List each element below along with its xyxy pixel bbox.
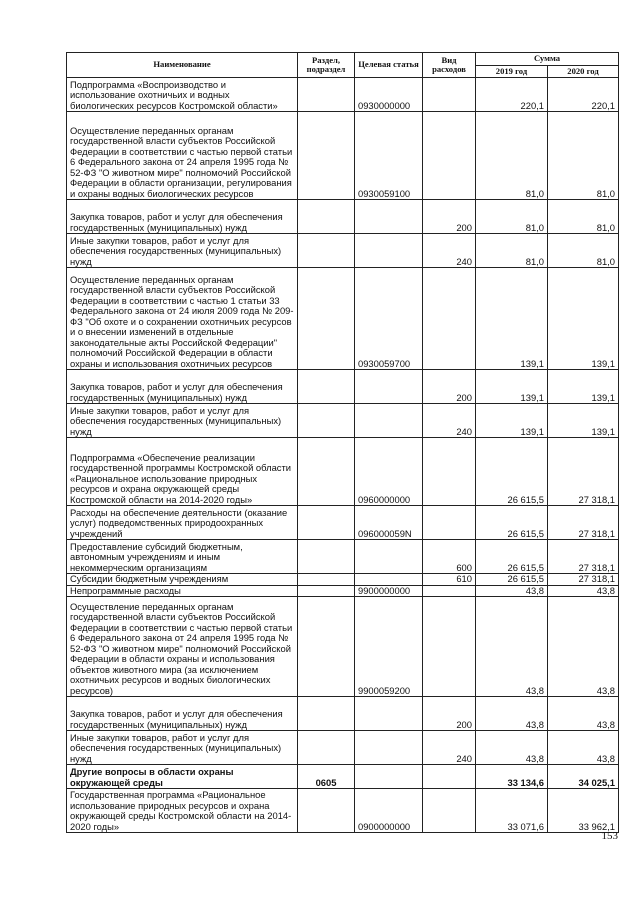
cell-section: 0605 xyxy=(298,765,355,789)
cell-section xyxy=(298,574,355,586)
cell-2020: 43,8 xyxy=(548,731,619,765)
cell-target xyxy=(355,404,423,438)
cell-type xyxy=(423,789,476,833)
cell-section xyxy=(298,112,355,200)
cell-type xyxy=(423,585,476,597)
cell-name: Закупка товаров, работ и услуг для обеспечения государственных (муниципальных) нужд xyxy=(67,370,298,404)
cell-2020: 81,0 xyxy=(548,112,619,200)
cell-2019: 139,1 xyxy=(476,370,548,404)
cell-2020: 34 025,1 xyxy=(548,765,619,789)
cell-type xyxy=(423,438,476,506)
cell-name: Другие вопросы в области охраны окружающей среды xyxy=(67,765,298,789)
cell-name: Закупка товаров, работ и услуг для обеспечения государственных (муниципальных) нужд xyxy=(67,697,298,731)
cell-name: Иные закупки товаров, работ и услуг для обеспечения государственных (муниципальных) нужд xyxy=(67,404,298,438)
cell-2019: 43,8 xyxy=(476,585,548,597)
cell-2019: 220,1 xyxy=(476,78,548,112)
cell-2020: 81,0 xyxy=(548,234,619,268)
cell-target xyxy=(355,731,423,765)
cell-target xyxy=(355,765,423,789)
cell-2019: 81,0 xyxy=(476,112,548,200)
cell-2019: 139,1 xyxy=(476,268,548,370)
cell-target: 0960000000 xyxy=(355,438,423,506)
table-row xyxy=(67,697,619,731)
cell-target xyxy=(355,200,423,234)
cell-type xyxy=(423,268,476,370)
cell-2019: 26 615,5 xyxy=(476,438,548,506)
cell-target: 0930059100 xyxy=(355,112,423,200)
cell-name: Осуществление переданных органам государственной власти субъектов Российской Федерации в соответствии с частью первой статьи 6 Федерального закона от 24 апреля 1995 года № 52-ФЗ "О животном мире" полномочий Российской Федерации в области организации, регулирования и охраны водных биологических ресурсов xyxy=(67,112,298,200)
header-type: Вид расходов xyxy=(423,53,476,78)
cell-2020: 81,0 xyxy=(548,200,619,234)
cell-section xyxy=(298,200,355,234)
cell-target xyxy=(355,540,423,574)
table-row xyxy=(67,789,619,833)
cell-2019: 33 071,6 xyxy=(476,789,548,833)
header-target: Целевая статья xyxy=(355,53,423,78)
table-row xyxy=(67,540,619,574)
cell-2019: 43,8 xyxy=(476,697,548,731)
cell-2019: 26 615,5 xyxy=(476,506,548,540)
header-year-2019: 2019 год xyxy=(476,65,548,78)
cell-2019: 81,0 xyxy=(476,234,548,268)
table-row xyxy=(67,731,619,765)
cell-target: 9900059200 xyxy=(355,597,423,697)
cell-2020: 220,1 xyxy=(548,78,619,112)
cell-section xyxy=(298,506,355,540)
cell-type: 240 xyxy=(423,731,476,765)
cell-2020: 33 962,1 xyxy=(548,789,619,833)
cell-name: Расходы на обеспечение деятельности (оказание услуг) подведомственных природоохранных учреждений xyxy=(67,506,298,540)
cell-section xyxy=(298,697,355,731)
cell-target: 0930000000 xyxy=(355,78,423,112)
cell-section xyxy=(298,540,355,574)
table-row xyxy=(67,112,619,200)
table-row xyxy=(67,574,619,586)
cell-2019: 26 615,5 xyxy=(476,574,548,586)
cell-2020: 27 318,1 xyxy=(548,540,619,574)
cell-2020: 139,1 xyxy=(548,404,619,438)
cell-2020: 27 318,1 xyxy=(548,438,619,506)
table-row xyxy=(67,506,619,540)
cell-target: 9900000000 xyxy=(355,585,423,597)
cell-target xyxy=(355,697,423,731)
cell-section xyxy=(298,597,355,697)
cell-section xyxy=(298,585,355,597)
cell-type xyxy=(423,506,476,540)
table-header-row xyxy=(67,53,619,66)
cell-name: Иные закупки товаров, работ и услуг для обеспечения государственных (муниципальных) нужд xyxy=(67,731,298,765)
cell-type: 240 xyxy=(423,404,476,438)
table-body xyxy=(67,78,619,833)
cell-2020: 139,1 xyxy=(548,370,619,404)
cell-target xyxy=(355,234,423,268)
cell-section xyxy=(298,789,355,833)
cell-2020: 139,1 xyxy=(548,268,619,370)
cell-type xyxy=(423,78,476,112)
cell-section xyxy=(298,438,355,506)
header-section: Раздел, подраздел xyxy=(298,53,355,78)
cell-name: Подпрограмма «Обеспечение реализации государственной программы Костромской области «Рациональное использование природных ресурсов и охрана окружающей среды Костромской области на 2014-2020 годы» xyxy=(67,438,298,506)
header-sum: Сумма xyxy=(476,53,619,66)
cell-target: 0930059700 xyxy=(355,268,423,370)
cell-name: Субсидии бюджетным учреждениям xyxy=(67,574,298,586)
cell-target: 0900000000 xyxy=(355,789,423,833)
cell-2019: 43,8 xyxy=(476,731,548,765)
cell-name: Иные закупки товаров, работ и услуг для обеспечения государственных (муниципальных) нужд xyxy=(67,234,298,268)
table-row xyxy=(67,404,619,438)
cell-section xyxy=(298,404,355,438)
cell-type xyxy=(423,597,476,697)
cell-2019: 81,0 xyxy=(476,200,548,234)
cell-2019: 26 615,5 xyxy=(476,540,548,574)
cell-type: 200 xyxy=(423,200,476,234)
cell-name: Подпрограмма «Воспроизводство и использование охотничьих и водных биологических ресурсов Костромской области» xyxy=(67,78,298,112)
cell-2020: 43,8 xyxy=(548,585,619,597)
cell-name: Предоставление субсидий бюджетным, автономным учреждениям и иным некоммерческим организациям xyxy=(67,540,298,574)
budget-table xyxy=(66,52,619,833)
cell-type: 200 xyxy=(423,697,476,731)
cell-name: Непрограммные расходы xyxy=(67,585,298,597)
table-row xyxy=(67,234,619,268)
cell-section xyxy=(298,370,355,404)
cell-type: 610 xyxy=(423,574,476,586)
header-year-2020: 2020 год xyxy=(548,65,619,78)
cell-type: 240 xyxy=(423,234,476,268)
cell-type: 200 xyxy=(423,370,476,404)
cell-name: Государственная программа «Рациональное использование природных ресурсов и охрана окружающей среды Костромской области на 2014-2020 годы» xyxy=(67,789,298,833)
cell-2019: 43,8 xyxy=(476,597,548,697)
cell-name: Осуществление переданных органам государственной власти субъектов Российской Федерации в соответствии с частью первой статьи 6 Федерального закона от 24 апреля 1995 года № 52-ФЗ "О животном мире" полномочий Российской Федерации в области охраны и использования объектов животного мира (за исключением охотничьих ресурсов и водных биологических ресурсов) xyxy=(67,597,298,697)
cell-2020: 27 318,1 xyxy=(548,506,619,540)
cell-name: Закупка товаров, работ и услуг для обеспечения государственных (муниципальных) нужд xyxy=(67,200,298,234)
cell-target: 096000059N xyxy=(355,506,423,540)
table-row xyxy=(67,585,619,597)
cell-2020: 43,8 xyxy=(548,597,619,697)
cell-section xyxy=(298,234,355,268)
cell-2019: 33 134,6 xyxy=(476,765,548,789)
cell-section xyxy=(298,268,355,370)
table-row xyxy=(67,268,619,370)
cell-section xyxy=(298,78,355,112)
header-name: Наименование xyxy=(67,53,298,78)
page-number: 153 xyxy=(601,830,618,842)
cell-name: Осуществление переданных органам государственной власти субъектов Российской Федерации в соответствии с частью 1 статьи 33 Федерального закона от 24 июля 2009 года № 209-ФЗ "Об охоте и о сохранении охотничьих ресурсов и о внесении изменений в отдельные законодательные акты Российской Федерации" полномочий Российской Федерации в области охраны и использования охотничьих ресурсов xyxy=(67,268,298,370)
cell-type xyxy=(423,765,476,789)
cell-target xyxy=(355,370,423,404)
cell-type xyxy=(423,112,476,200)
table-row xyxy=(67,370,619,404)
cell-2019: 139,1 xyxy=(476,404,548,438)
table-row xyxy=(67,438,619,506)
cell-type: 600 xyxy=(423,540,476,574)
cell-target xyxy=(355,574,423,586)
cell-2020: 43,8 xyxy=(548,697,619,731)
cell-2020: 27 318,1 xyxy=(548,574,619,586)
table-row xyxy=(67,78,619,112)
cell-section xyxy=(298,731,355,765)
table-row xyxy=(67,597,619,697)
table-row xyxy=(67,765,619,789)
table-row xyxy=(67,200,619,234)
